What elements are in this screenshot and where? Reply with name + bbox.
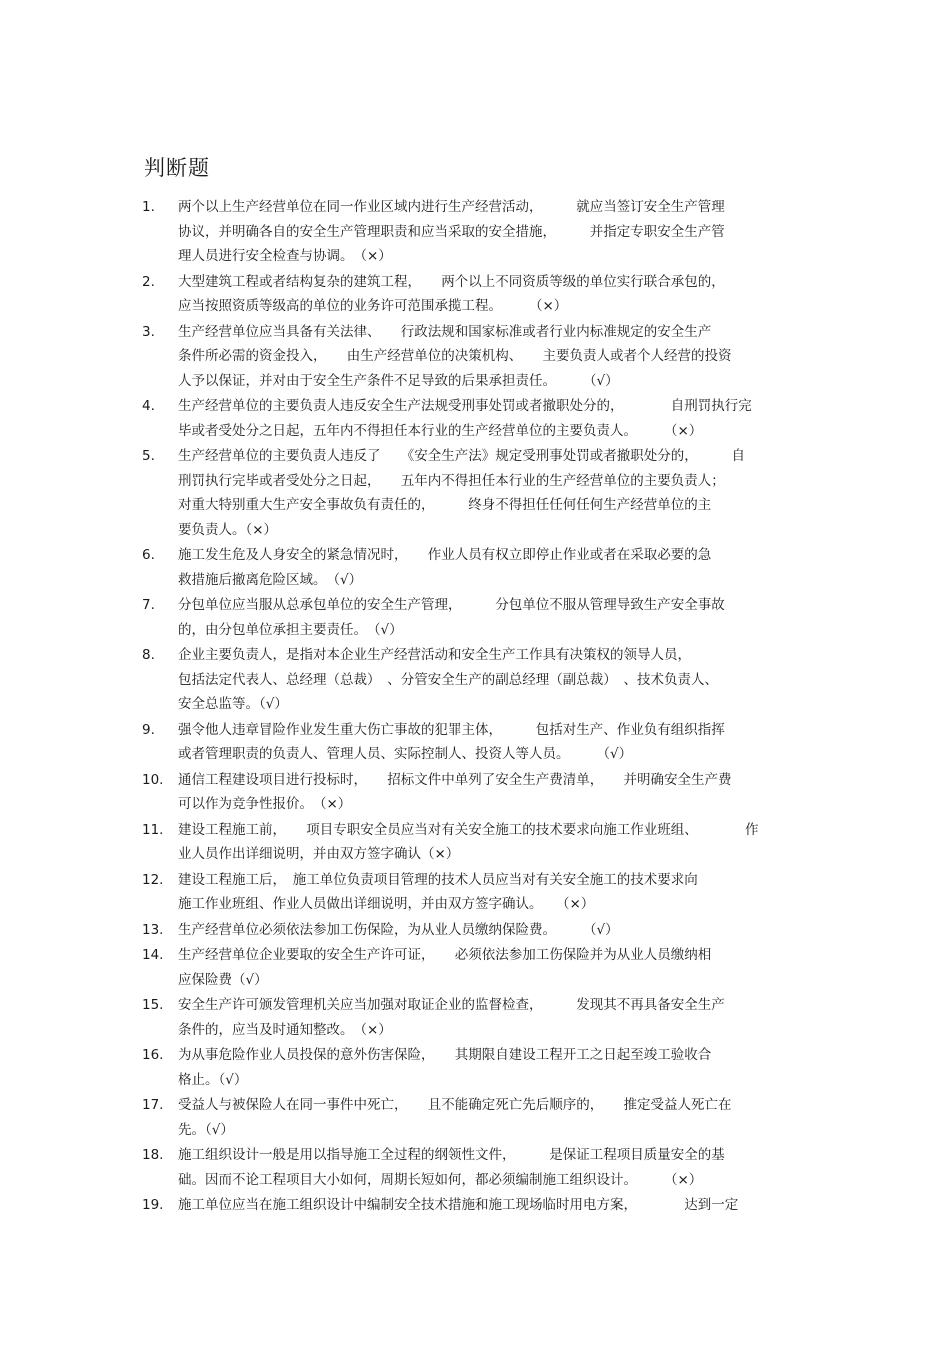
question-text-line: 分包单位应当服从总承包单位的安全生产管理， 分包单位不服从管理导致生产安全事故 — [178, 597, 725, 613]
question-text-line: 施工单位应当在施工组织设计中编制安全技术措施和施工现场临时用电方案， 达到一定 — [178, 1197, 739, 1213]
question-item — [140, 320, 820, 394]
question-item — [140, 394, 820, 443]
question-item — [140, 818, 820, 867]
question-text-line: 为从事危险作业人员投保的意外伤害保险， 其期限自建设工程开工之日起至竣工验收合 — [178, 1047, 712, 1063]
question-text-line: 强令他人违章冒险作业发生重大伤亡事故的犯罪主体， 包括对生产、作业负有组织指挥 — [178, 721, 725, 738]
question-number: 10. — [142, 771, 164, 788]
question-text-line: 救措施后撤离危险区域。 （√） — [178, 571, 363, 588]
question-text-line: 条件的，应当及时通知整改。 （×） — [178, 1021, 392, 1038]
question-text-line: 建设工程施工前， 项目专职安全员应当对有关安全施工的技术要求向施工作业班组、 作 — [178, 821, 759, 838]
question-item — [140, 195, 820, 269]
question-item — [140, 1193, 820, 1218]
question-text-line: 通信工程建设项目进行投标时， 招标文件中单列了安全生产费清单， 并明确安全生产费 — [178, 771, 732, 788]
question-text-line: 对重大特别重大生产安全事故负有责任的， 终身不得担任任何任何生产经营单位的主 — [178, 497, 712, 513]
question-number: 5. — [142, 448, 155, 464]
question-number: 3. — [142, 323, 155, 340]
question-number: 17. — [142, 1097, 164, 1113]
question-number: 12. — [142, 871, 164, 888]
question-number: 9. — [142, 721, 155, 738]
question-number: 8. — [142, 647, 155, 663]
question-text-line: 建设工程施工后， 施工单位负责项目管理的技术人员应当对有关安全施工的技术要求向 — [178, 871, 698, 888]
question-text-line: 两个以上生产经营单位在同一作业区域内进行生产经营活动， 就应当签订安全生产管理 — [178, 199, 725, 215]
question-text-line: 协议，并明确各自的安全生产管理职责和应当采取的安全措施， 并指定专职安全生产管 — [178, 223, 725, 240]
question-item — [140, 918, 820, 943]
question-text-line: 毕或者受处分之日起，五年内不得担任本行业的生产经营单位的主要负责人。 （×） — [178, 422, 703, 439]
question-item — [140, 1093, 820, 1142]
question-number: 4. — [142, 398, 155, 414]
question-item — [140, 993, 820, 1042]
question-text-line: 条件所必需的资金投入， 由生产经营单位的决策机构、 主要负责人或者个人经营的投资 — [178, 348, 732, 364]
question-text-line: 包括法定代表人、总经理（总裁） 、分管安全生产的副总经理（副总裁） 、技术负责人、 — [178, 671, 718, 688]
question-list — [140, 195, 820, 1219]
question-text-line: 刑罚执行完毕或者受处分之日起， 五年内不得担任本行业的生产经营单位的主要负责人； — [178, 472, 725, 489]
question-text-line: 施工发生危及人身安全的紧急情况时， 作业人员有权立即停止作业或者在采取必要的急 — [178, 547, 712, 563]
question-item — [140, 444, 820, 542]
question-text-line: 先。（√） — [178, 1121, 234, 1138]
question-item — [140, 1043, 820, 1092]
question-number: 6. — [142, 547, 155, 563]
question-item — [140, 718, 820, 767]
question-text-line: 大型建筑工程或者结构复杂的建筑工程， 两个以上不同资质等级的单位实行联合承包的， — [178, 273, 725, 290]
question-item — [140, 768, 820, 817]
question-item — [140, 270, 820, 319]
question-item — [140, 543, 820, 592]
question-text-line: 理人员进行安全检查与协调。 （×） — [178, 248, 392, 264]
question-text-line: 的，由分包单位承担主要责任。 （√） — [178, 621, 403, 638]
question-item — [140, 593, 820, 642]
question-item — [140, 643, 820, 717]
question-text-line: 安全总监等。（√） — [178, 696, 288, 712]
question-number: 16. — [142, 1047, 164, 1063]
question-number: 18. — [142, 1147, 164, 1163]
question-text-line: 应当按照资质等级高的单位的业务许可范围承揽工程。 （×） — [178, 298, 568, 314]
question-text-line: 生产经营单位的主要负责人违反安全生产法规受刑事处罚或者撤职处分的， 自刑罚执行完 — [178, 398, 752, 414]
question-text-line: 生产经营单位企业要取的安全生产许可证， 必须依法参加工伤保险并为从业人员缴纳相 — [178, 947, 712, 963]
question-text-line: 企业主要负责人，是指对本企业生产经营活动和安全生产工作具有决策权的领导人员， — [178, 647, 691, 663]
question-text-line: 受益人与被保险人在同一事件中死亡， 且不能确定死亡先后顺序的， 推定受益人死亡在 — [178, 1097, 732, 1113]
question-text-line: 生产经营单位的主要负责人违反了 《安全生产法》规定受刑事处罚或者撤职处分的， 自 — [178, 448, 745, 464]
question-number: 2. — [142, 273, 155, 290]
question-number: 13. — [142, 921, 164, 938]
question-text-line: 施工作业班组、作业人员做出详细说明，并由双方签字确认。 （×） — [178, 896, 595, 912]
question-text-line: 业人员作出详细说明，并由双方签字确认（×） — [178, 846, 460, 862]
question-text-line: 施工组织设计一般是用以指导施工全过程的纲领性文件， 是保证工程项目质量安全的基 — [178, 1147, 725, 1163]
question-text-line: 生产经营单位必须依法参加工伤保险，为从业人员缴纳保险费。 （√） — [178, 921, 619, 938]
question-item — [140, 943, 820, 992]
question-text-line: 安全生产许可颁发管理机关应当加强对取证企业的监督检查， 发现其不再具备安全生产 — [178, 997, 725, 1013]
question-text-line: 人予以保证，并对由于安全生产条件不足导致的后果承担责任。 （√） — [178, 372, 619, 389]
question-number: 15. — [142, 997, 164, 1013]
question-item — [140, 868, 820, 917]
question-text-line: 或者管理职责的负责人、管理人员、实际控制人、投资人等人员。 （√） — [178, 746, 633, 762]
question-number: 14. — [142, 947, 164, 963]
question-item — [140, 1143, 820, 1192]
question-text-line: 应保险费（√） — [178, 971, 268, 988]
question-text-line: 础。因而不论工程项目大小如何，周期长短如何，都必须编制施工组织设计。 （×） — [178, 1171, 703, 1188]
question-number: 19. — [142, 1197, 164, 1213]
question-number: 7. — [142, 597, 155, 613]
question-text-line: 可以作为竞争性报价。 （×） — [178, 796, 352, 812]
question-text-line: 生产经营单位应当具备有关法律、 行政法规和国家标准或者行业内标准规定的安全生产 — [178, 323, 712, 340]
question-number: 1. — [142, 199, 155, 215]
question-text-line: 要负责人。（×） — [178, 521, 278, 538]
page-title: 判断题 — [144, 156, 210, 180]
question-text-line: 格止。（√） — [178, 1071, 248, 1088]
question-number: 11. — [142, 821, 164, 838]
